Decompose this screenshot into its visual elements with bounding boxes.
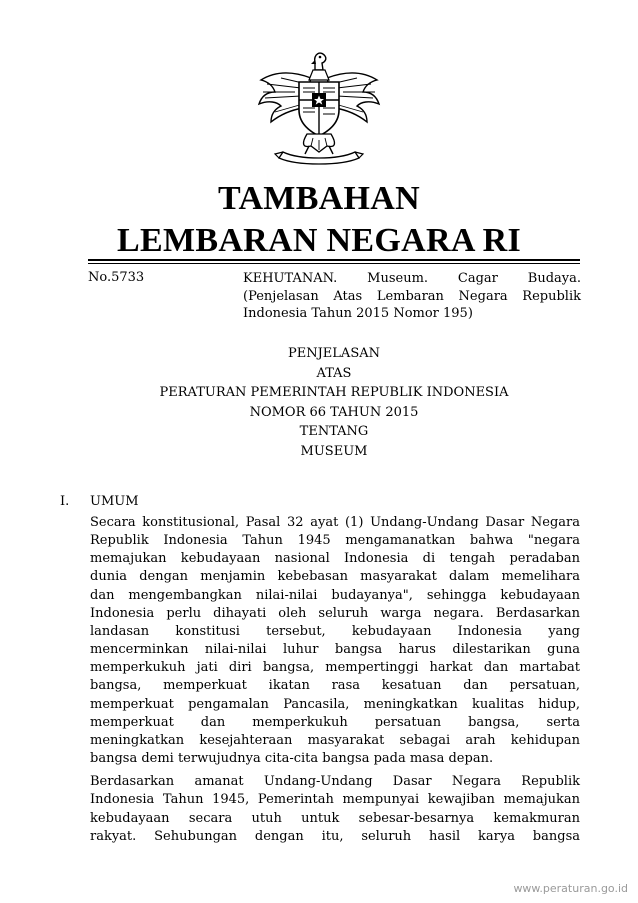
paragraph-line: landasan konstitusi tersebut, kebudayaan Indonesia yang [90,623,580,639]
paragraph-line: mencerminkan nilai-nilai luhur bangsa harus dilestarikan guna [90,642,580,658]
paragraph-line: Republik Indonesia Tahun 1945 mengamanatkan bahwa "negara [90,533,580,549]
paragraph [90,773,580,846]
heading-line: PENJELASAN [287,346,380,361]
paragraph-line: dunia dengan menjamin kebebasan masyarakat dalam memelihara [90,569,580,585]
paragraph-line: meningkatkan kesejahteraan masyarakat sebagai arah kehidupan [90,732,580,748]
paragraph-line: rakyat. Sehubungan dengan itu, seluruh hasil karya bangsa [90,828,580,844]
heading-line: NOMOR 66 TAHUN 2015 [249,404,419,420]
paragraph-line: Berdasarkan amanat Undang-Undang Dasar Negara Republik [90,774,580,790]
gazette-number: No.5733 [88,270,145,285]
gazette-description-line: Indonesia Tahun 2015 Nomor 195) [243,306,473,321]
heading-line: TENTANG [299,424,369,439]
paragraph-line: kebudayaan secara utuh untuk sebesar-besarnya kemakmuran [90,810,580,826]
heading-line: ATAS [316,365,352,381]
title-divider-thin [88,263,580,264]
paragraph-line: bangsa, memperkuat ikatan rasa kesatuan dan persatuan, [90,678,580,694]
regulation-heading [88,344,580,461]
paragraph-line: memajukan kebudayaan nasional Indonesia di tengah peradaban [90,551,580,567]
paragraph-line: memperkuat pengamalan Pancasila, meningkatkan kualitas hidup, [90,696,580,712]
paragraph-line: memperkukuh jati diri bangsa, mempertinggi harkat dan martabat [90,660,580,676]
section-title: UMUM [90,494,139,509]
gazette-description [243,270,581,323]
heading-line: PERATURAN PEMERINTAH REPUBLIK INDONESIA [159,385,509,400]
paragraph-line: Indonesia perlu dihayati oleh seluruh warga negara. Berdasarkan [90,605,580,621]
source-watermark: www.peraturan.go.id [513,882,628,895]
gazette-description-line: KEHUTANAN. Museum. Cagar Budaya. [243,271,581,286]
title-divider [88,259,580,261]
gazette-description-line: (Penjelasan Atas Lembaran Negara Republik [243,288,581,304]
section-body [90,514,580,851]
garuda-emblem-icon [255,48,383,166]
paragraph-line: dan mengembangkan nilai-nilai budayanya", sehingga kebudayaan [90,587,580,603]
document-subtitle: LEMBARAN NEGARA RI [117,222,521,259]
document-title: TAMBAHAN [218,180,420,217]
paragraph-line: Secara konstitusional, Pasal 32 ayat (1) Undang-Undang Dasar Negara [90,515,580,530]
paragraph-line: Indonesia Tahun 1945, Pemerintah mempunyai kewajiban memajukan [90,792,580,808]
paragraph-line: memperkuat dan memperkukuh persatuan bangsa, serta [90,714,580,730]
paragraph [90,514,580,768]
section-number: I. [60,494,70,509]
heading-line: MUSEUM [300,443,368,459]
paragraph-line: bangsa demi terwujudnya cita-cita bangsa pada masa depan. [90,751,494,767]
